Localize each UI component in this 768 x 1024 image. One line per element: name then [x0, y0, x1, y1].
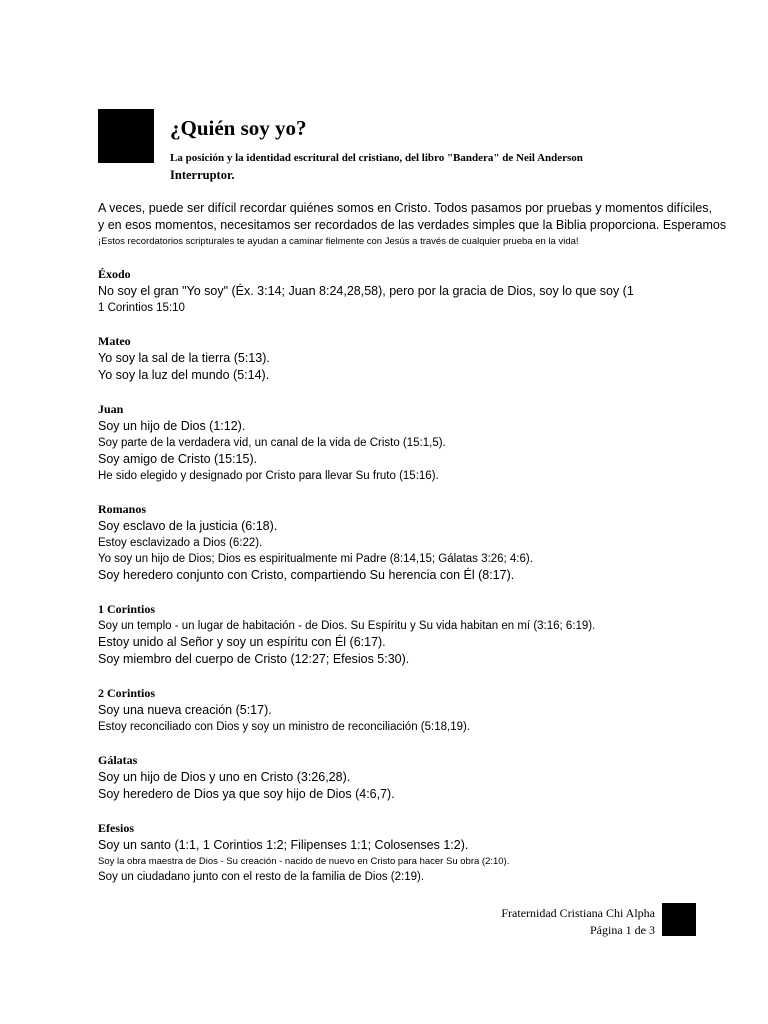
verse-line: Yo soy un hijo de Dios; Dios es espiritualmente mi Padre (8:14,15; Gálatas 3:26; 4:6). — [98, 553, 533, 565]
section-heading: Éxodo — [98, 267, 131, 281]
verse-line: Yo soy la luz del mundo (5:14). — [98, 368, 270, 382]
section-heading: Romanos — [98, 502, 147, 516]
verse-line: Estoy reconciliado con Dios y soy un ministro de reconciliación (5:18,19). — [98, 721, 471, 733]
section-mateo — [98, 333, 698, 384]
verse-line: Estoy unido al Señor y soy un espíritu con Él (6:17). — [98, 635, 386, 649]
intro-paragraph — [98, 200, 727, 249]
verse-line: He sido elegido y designado por Cristo para llevar Su fruto (15:16). — [98, 470, 439, 482]
section-2-corintios — [98, 685, 698, 735]
section-exodo — [98, 266, 698, 316]
verse-line: Soy heredero de Dios ya que soy hijo de Dios (4:6,7). — [98, 787, 395, 801]
section-heading: 1 Corintios — [98, 602, 155, 616]
section-heading: Mateo — [98, 334, 131, 348]
footer-logo-block — [662, 903, 696, 936]
intro-line: y en esos momentos, necesitamos ser recordados de las verdades simples que la Biblia proporciona. Esperamos — [98, 218, 727, 232]
verse-line: Soy un hijo de Dios (1:12). — [98, 419, 246, 433]
section-juan — [98, 401, 698, 484]
document-body — [98, 200, 727, 885]
header-logo-block — [98, 109, 154, 163]
section-heading: Juan — [98, 402, 124, 416]
verse-line: Soy parte de la verdadera vid, un canal de la vida de Cristo (15:1,5). — [98, 437, 446, 449]
footer-page-number: Página 1 de 3 — [590, 923, 655, 937]
verse-line: Soy un templo - un lugar de habitación - de Dios. Su Espíritu y Su vida habitan en mí (3:16; 6:19). — [98, 620, 596, 632]
verse-line: Soy miembro del cuerpo de Cristo (12:27; Efesios 5:30). — [98, 652, 410, 666]
verse-line: Soy un hijo de Dios y uno en Cristo (3:26,28). — [98, 770, 351, 784]
page-footer — [501, 905, 655, 939]
page-subtitle-secondary: Interruptor. — [170, 168, 235, 182]
verse-line: 1 Corintios 15:10 — [98, 302, 185, 314]
verse-line: Soy la obra maestra de Dios - Su creación - nacido de nuevo en Cristo para hacer Su obra (2:10). — [98, 856, 510, 867]
verse-line: Soy heredero conjunto con Cristo, compartiendo Su herencia con Él (8:17). — [98, 568, 515, 582]
section-galatas — [98, 752, 698, 803]
verse-line: Estoy esclavizado a Dios (6:22). — [98, 537, 263, 549]
section-heading: Efesios — [98, 821, 134, 835]
section-heading: Gálatas — [98, 753, 138, 767]
verse-line: Soy esclavo de la justicia (6:18). — [98, 519, 278, 533]
intro-line: ¡Estos recordatorios scripturales te ayudan a caminar fielmente con Jesús a través de cualquier prueba en la vida! — [98, 236, 579, 247]
section-1-corintios — [98, 601, 698, 668]
page-title: ¿Quién soy yo? — [170, 116, 307, 140]
verse-line: Soy amigo de Cristo (15:15). — [98, 452, 258, 466]
verse-line: Soy un santo (1:1, 1 Corintios 1:2; Filipenses 1:1; Colosenses 1:2). — [98, 838, 469, 852]
intro-line: A veces, puede ser difícil recordar quiénes somos en Cristo. Todos pasamos por pruebas y momentos difíciles, — [98, 201, 712, 215]
section-heading: 2 Corintios — [98, 686, 155, 700]
footer-organization: Fraternidad Cristiana Chi Alpha — [501, 906, 655, 920]
verse-line: Soy una nueva creación (5:17). — [98, 703, 272, 717]
section-efesios — [98, 820, 698, 885]
section-romanos — [98, 501, 698, 584]
verse-line: No soy el gran "Yo soy" (Éx. 3:14; Juan 8:24,28,58), pero por la gracia de Dios, soy lo que soy (1 — [98, 284, 634, 298]
page-subtitle: La posición y la identidad escritural del cristiano, del libro "Bandera" de Neil Anderson — [170, 152, 583, 164]
verse-line: Yo soy la sal de la tierra (5:13). — [98, 351, 270, 365]
verse-line: Soy un ciudadano junto con el resto de la familia de Dios (2:19). — [98, 871, 425, 883]
